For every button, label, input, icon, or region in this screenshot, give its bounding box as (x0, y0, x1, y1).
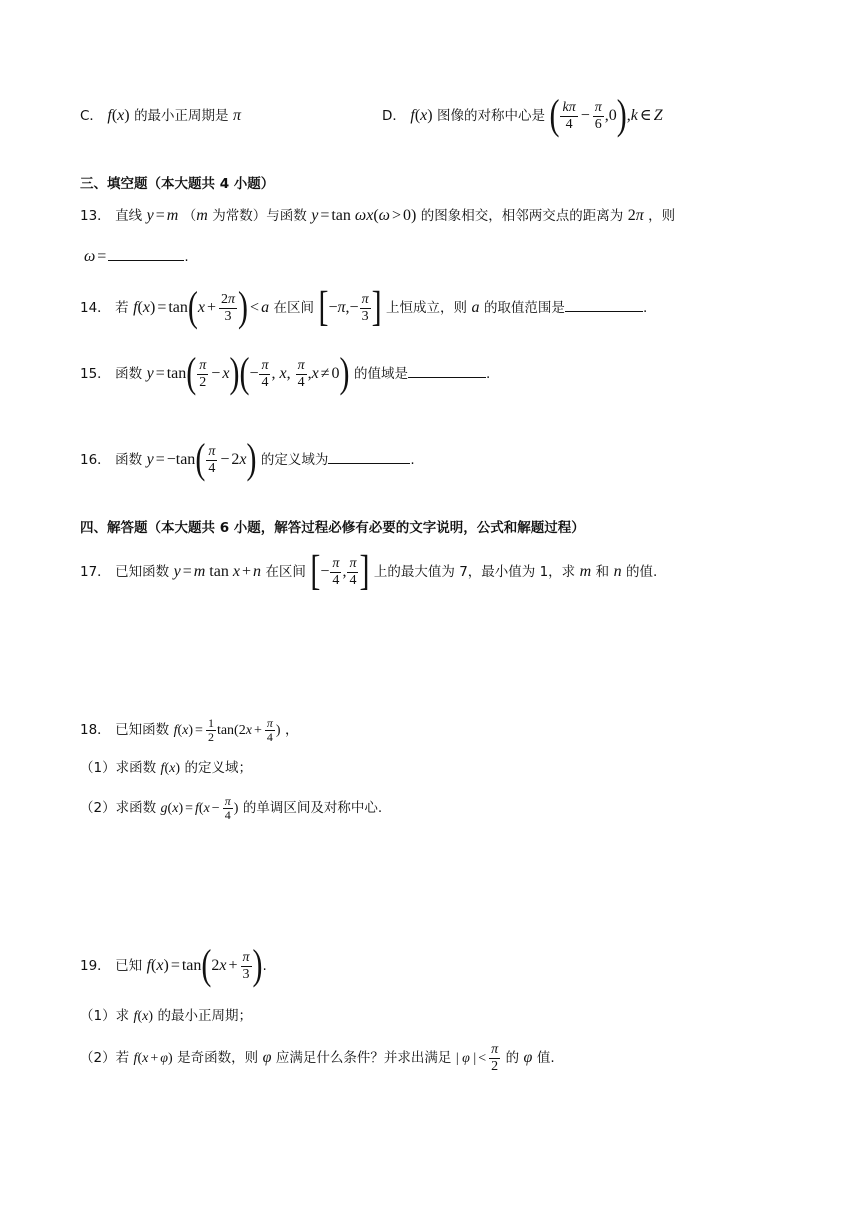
q13-line2: ω = . (84, 248, 189, 265)
q17-text: 上的最大值为 7，最小值为 1，求 (373, 564, 576, 580)
q13-text: ，则 (648, 208, 676, 224)
formula: f(x) (410, 107, 433, 124)
q16 (80, 438, 415, 482)
period: . (262, 958, 267, 974)
formula: g(x) = f(x − $\frac{\pi}{4}$ ) (160, 794, 239, 823)
formula: n (613, 563, 622, 580)
q19-part2-text: 的 (505, 1050, 520, 1066)
q19-part1-text: （1）求 (80, 1008, 130, 1024)
section-4-heading: 四、解答题（本大题共 6 小题，解答过程必修有必要的文字说明，公式和解题过程） (80, 520, 585, 536)
formula: f(x) = tan(2x + $\frac{\pi}{3}$ ) (146, 942, 263, 989)
q14-text: 的取值范围是 (483, 300, 565, 316)
question-number: 17． (80, 564, 111, 580)
q14 (80, 286, 647, 330)
question-number: 18． (80, 722, 111, 738)
q17-text: 在区间 (265, 564, 306, 580)
formula: a (471, 299, 480, 316)
q15-text: 函数 (115, 366, 143, 382)
q18-part2-text: （2）求函数 (80, 800, 157, 816)
q18-text: 已知函数 (115, 722, 170, 738)
q19-part1 (80, 1006, 252, 1027)
q19-part1-text: 的最小正周期； (157, 1008, 252, 1024)
formula: f(x) (107, 107, 130, 124)
q14-text: 在区间 (273, 300, 315, 316)
q13-line1 (80, 206, 675, 226)
q14-text: 上恒成立，则 (386, 300, 468, 316)
q17-text: 已知函数 (115, 564, 170, 580)
formula: y = m (146, 207, 179, 224)
question-number: 13． (80, 208, 111, 224)
answer-blank[interactable] (565, 297, 643, 312)
formula: y = tan( $\frac{\pi}{2}$ − x)(− $\frac{\pi}{4}$ , x, $\frac{\pi}{4}$ ,x ≠ 0) (146, 350, 350, 397)
q17-text: 和 (595, 564, 610, 580)
q19-part2-text: 应满足什么条件？并求出满足 (275, 1050, 452, 1066)
section-3-heading: 三、填空题（本大题共 4 小题） (80, 176, 275, 192)
formula: [−π,− $\frac{\pi}{3}$ ] (318, 284, 382, 331)
q17 (80, 550, 657, 594)
formula: [− $\frac{\pi}{4}$ , $\frac{\pi}{4}$ ] (310, 548, 370, 595)
q18 (80, 712, 298, 749)
q16-text: 函数 (115, 452, 143, 468)
q19 (80, 944, 267, 988)
option-c-text: 的最小正周期是 (134, 108, 229, 124)
question-number: 14． (80, 300, 111, 316)
q18-part2 (80, 790, 382, 827)
formula: y = −tan( $\frac{\pi}{4}$ − 2x) (146, 436, 257, 483)
formula: f(x + φ) (133, 1051, 173, 1066)
q18-part1 (80, 758, 252, 779)
q13-text: （ (182, 208, 197, 224)
formula: π (233, 107, 242, 124)
answer-blank[interactable] (108, 246, 184, 261)
answer-blank[interactable] (328, 449, 410, 464)
q15-text: 的值域是 (353, 366, 408, 382)
q13-text: 的图象相交，相邻两交点的距离为 (420, 208, 624, 224)
q19-text: 已知 (115, 958, 143, 974)
formula: | φ | < $\frac{\pi}{2}$ (455, 1042, 499, 1075)
question-number: 16． (80, 452, 111, 468)
option-d-text: 图像的对称中心是 (437, 108, 546, 124)
formula: f(x) (133, 1009, 153, 1024)
formula: ω = (84, 248, 107, 265)
q16-text: 的定义域为 (260, 452, 329, 468)
formula: y = m tan x + n (173, 563, 261, 580)
q12-option-c (80, 106, 241, 126)
q12-option-d (382, 94, 663, 138)
formula: y = tan ωx(ω > 0) (311, 207, 417, 224)
formula: ( $\frac{k\pi}{4}$ − $\frac{\pi}{6}$ ,0),k ∈ Z (549, 92, 663, 139)
formula: 2π (627, 207, 644, 224)
period: . (410, 452, 415, 468)
q18-part1-text: 的定义域； (184, 760, 252, 776)
period: . (642, 300, 648, 316)
formula: f(x) = $\frac{1}{2}$ tan(2x + $\frac{\pi}{4}$ ) (173, 716, 281, 745)
question-number: 19． (80, 958, 111, 974)
period: . (485, 366, 491, 382)
formula: m (196, 207, 208, 224)
formula: m (579, 563, 592, 580)
option-d-label: D． (382, 108, 406, 124)
q18-part1-text: （1）求函数 (80, 760, 157, 776)
q13-text: 直线 (115, 208, 143, 224)
q17-text: 的值. (626, 564, 658, 580)
q18-part2-text: 的单调区间及对称中心. (242, 800, 383, 816)
formula: φ (523, 1049, 533, 1066)
q18-text: ， (284, 722, 299, 738)
q19-part2-text: 是奇函数，则 (177, 1050, 259, 1066)
q13-text: 为常数）与函数 (212, 208, 307, 224)
formula: f(x) = tan(x + $\frac{2\pi}{3}$ ) < a (133, 284, 270, 331)
option-c-label: C． (80, 108, 103, 124)
q19-part2-text: （2）若 (80, 1050, 130, 1066)
q19-part2-text: 值. (536, 1050, 555, 1066)
q15 (80, 352, 490, 396)
formula: φ (262, 1049, 272, 1066)
formula: f(x) (160, 761, 180, 776)
q19-part2 (80, 1036, 555, 1081)
question-number: 15． (80, 366, 111, 382)
q14-text: 若 (115, 300, 129, 316)
answer-blank[interactable] (408, 363, 486, 378)
